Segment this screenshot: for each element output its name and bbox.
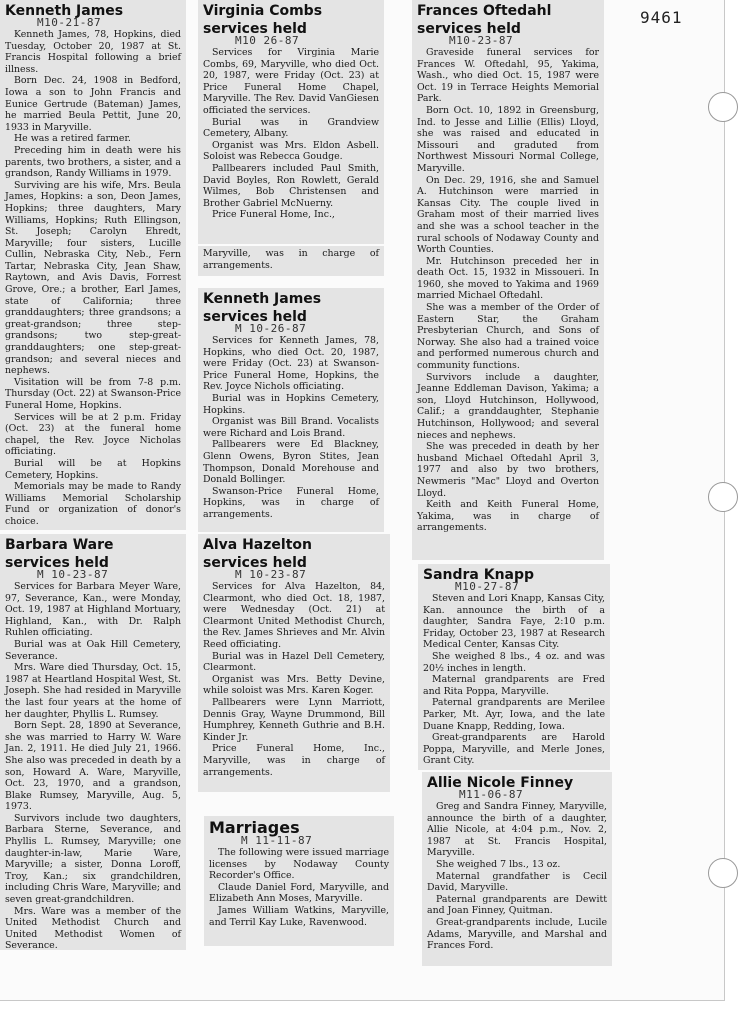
paragraph: Paternal grandparents are Dewitt and Joan Finney, Quitman. (427, 893, 607, 917)
obituary-virginia-combs-continued (198, 246, 384, 276)
clip-title: Marriages (209, 818, 300, 837)
handwritten-date: M10-27-87 (455, 580, 520, 593)
paragraph: Services for Alva Hazelton, 84, Clearmont, who died Oct. 18, 1987, were Wednesday (Oct. 21) at Clearmont United Methodist Church, the Rev. James Shrieves and Mr. Alvin Reed officiating. (203, 581, 385, 650)
clip-title: Kenneth James (5, 3, 124, 19)
paragraph: Maternal grandfather is Cecil David, Maryville. (427, 870, 607, 894)
handwritten-date: M 10-23-87 (37, 568, 109, 581)
paragraph: Preceding him in death were his parents, two brothers, a sister, and a grandson, Randy Williams in 1979. (5, 144, 181, 180)
paragraph: Claude Daniel Ford, Maryville, and Elizabeth Ann Moses, Maryville. (209, 881, 389, 905)
paragraph: She was a member of the Order of Eastern Star, the Graham Presbyterian Church, and Sons of Norway. She also had a trained voice and performed numerous church and community functions. (417, 302, 599, 372)
clip-title: Allie Nicole Finney (427, 775, 574, 791)
birth-sandra-knapp (418, 564, 610, 770)
paragraph: Price Funeral Home, Inc., (212, 209, 335, 221)
paragraph: Visitation will be from 7-8 p.m. Thursday (Oct. 22) at Swanson-Price Funeral Home, Hopkins. (5, 376, 181, 411)
clip-subtitle: services held (203, 21, 307, 37)
paragraph: Services for Virginia Marie Combs, 69, Maryville, who died Oct. 20, 1987, were Friday (Oct. 23) at Price Funeral Home Chapel, Maryville. The Rev. David VanGiesen officiated the services. (203, 47, 379, 116)
paragraph: Survivors include two daughters, Barbara Sterne, Severance, and Phyllis L. Rumsey, Maryville; one daughter-in-law, Marie Ware, Maryville; a sister, Donna Loroff, Troy, Kan.; six grandchildren, including Chris Ware, Maryville; and seven great-grandchildren. (5, 812, 181, 906)
paragraph: Born Dec. 24, 1908 in Bedford, Iowa a son to John Francis and Eunice Gertrude (Bateman) James, he married Beula Pettit, June 20, 1933 in Maryville. (5, 75, 181, 133)
handwritten-date: M10-21-87 (37, 16, 102, 29)
paragraph: Survivors include a daughter, Jeanne Eddleman Davison, Yakima; a son, Lloyd Hutchinson, Hollywood, Calif.; a granddaughter, Stephanie Hutchinson, Hollywood; and several nieces and nephews. (417, 371, 599, 441)
paragraph: Greg and Sandra Finney, Maryville, announce the birth of a daughter, Allie Nicole, at 4:04 p.m., Nov. 2, 1987 at St. Francis Hospital, Maryville. (427, 801, 607, 859)
paragraph: Pallbearers were Ed Blackney, Glenn Owens, Byron Stites, Jean Thompson, Donald Morehouse and Donald Bollinger. (203, 439, 379, 486)
paragraph: Great-grandparents include, Lucile Adams, Maryville, and Marshal and Frances Ford. (427, 916, 607, 952)
paragraph: Services for Kenneth James, 78, Hopkins, who died Oct. 20, 1987, were Friday (Oct. 23) at Swanson-Price Funeral Home, Hopkins, the Rev. Joyce Nichols officiating. (203, 335, 379, 393)
clip-subtitle: services held (417, 21, 521, 37)
paragraph: Services for Barbara Meyer Ware, 97, Severance, Kan., were Monday, Oct. 19, 1987 at Highland Mortuary, Highland, Kan., with Dr. Ralph Ruhlen officiating. (5, 581, 181, 639)
paragraph: James William Watkins, Maryville, and Terril Kay Luke, Ravenwood. (209, 904, 389, 928)
paragraph: She weighed 8 lbs., 4 oz. and was 20½ inches in length. (423, 650, 605, 674)
handwritten-date: M 10-23-87 (235, 568, 307, 581)
handwritten-date: M10 26-87 (235, 34, 300, 47)
clip-title: Virginia Combs (203, 3, 323, 19)
paragraph: Kenneth James, 78, Hopkins, died Tuesday, October 20, 1987 at St. Francis Hospital following a brief illness. (5, 29, 181, 75)
paragraph: Organist was Mrs. Eldon Asbell. Soloist was Rebecca Goudge. (203, 139, 379, 163)
paragraph: Graveside funeral services for Frances W. Oftedahl, 95, Yakima, Wash., who died Oct. 15, 1987 were Oct. 19 in Terrace Heights Memorial Park. (417, 47, 599, 105)
binder-hole (708, 482, 738, 512)
paragraph: Burial was in Hopkins Cemetery, Hopkins. (203, 392, 379, 416)
clip-title: Kenneth James (203, 291, 322, 307)
clip-title: Sandra Knapp (423, 567, 535, 583)
paragraph: Burial will be at Hopkins Cemetery, Hopkins. (5, 457, 181, 481)
paragraph: Memorials may be made to Randy Williams Memorial Scholarship Fund or organization of donor's choice. (5, 481, 181, 527)
paragraph: Keith and Keith Funeral Home, Yakima, was in charge of arrangements. (417, 499, 599, 534)
paragraph: Price Funeral Home, Inc., Maryville, was in charge of arrangements. (203, 743, 385, 778)
clip-subtitle: services held (5, 555, 109, 571)
paragraph: Mrs. Ware was a member of the United Methodist Church and United Methodist Women of Severance. (5, 905, 181, 950)
paragraph: Burial was at Oak Hill Cemetery, Severance. (5, 638, 181, 662)
paragraph: Maternal grandparents are Fred and Rita Poppa, Maryville. (423, 674, 605, 697)
paragraph: Burial was in Hazel Dell Cemetery, Clearmont. (203, 650, 385, 674)
handwritten-date: M11-06-87 (459, 788, 524, 801)
binder-hole (708, 92, 738, 122)
obituary-alva-hazelton (198, 534, 390, 792)
paragraph: Burial was in Grandview Cemetery, Albany. (203, 116, 379, 140)
paragraph: The following were issued marriage licenses by Nodaway County Recorder's Office. (209, 847, 389, 882)
paragraph: She weighed 7 lbs., 13 oz. (436, 858, 561, 870)
paragraph: Surviving are his wife, Mrs. Beula James, Hopkins: a son, Deon James, Hopkins; three daughters, Mary Williams, Hopkins; Ruth Ellingson, St. Joseph; Carolyn Ehredt, Maryville; four sisters, Lucille Cullin, Nebraska City, Neb., Fern Tartar, Nebraska City, Jean Shaw, Raytown, and Avis Davis, Forrest Grove, Ore.; a brother, Earl James, state of California; three granddaughters; three grandsons; a great-grandson; three step-grandsons; two step-great-granddaughters; one step-great-grandson; and several nieces and nephews. (5, 179, 181, 377)
clip-subtitle: services held (203, 309, 307, 325)
clip-subtitle: services held (203, 555, 307, 571)
paragraph: Maryville, was in charge of arrangements. (203, 248, 379, 271)
paragraph: Organist was Bill Brand. Vocalists were Richard and Lois Brand. (203, 416, 379, 439)
handwritten-date: M 11-11-87 (241, 834, 313, 847)
paragraph: Great-grandparents are Harold Poppa, Maryville, and Merle Jones, Grant City. (423, 732, 605, 767)
paragraph: On Dec. 29, 1916, she and Samuel A. Hutchinson were married in Kansas City. The couple lived in Graham most of their married lives and she was a school teacher in the rural schools of Nodaway County and Worth Counties. (417, 174, 599, 256)
paragraph: Pallbearers were Lynn Marriott, Dennis Gray, Wayne Drummond, Bill Humphrey, Kenneth Guthrie and B.H. Kinder Jr. (203, 696, 385, 743)
binder-hole (708, 858, 738, 888)
obituary-frances-oftedahl (412, 0, 604, 560)
obituary-virginia-combs (198, 0, 384, 244)
paragraph: Steven and Lori Knapp, Kansas City, Kan. announce the birth of a daughter, Sandra Faye, 2:10 p.m. Friday, October 23, 1987 at Research Medical Center, Kansas City. (423, 593, 605, 651)
paragraph: Paternal grandparents are Merilee Parker, Mt. Ayr, Iowa, and the late Duane Knapp, Redding, Iowa. (423, 697, 605, 732)
marriages-notice (204, 816, 394, 946)
paragraph: Pallbearers included Paul Smith, David Boyles, Ron Rowlett, Gerald Wilmes, Bob Christensen and Brother Gabriel McNuerny. (203, 162, 379, 209)
page-number-stamp: 9461 (640, 8, 683, 27)
paragraph: Born Sept. 28, 1890 at Severance, she was married to Harry W. Ware Jan. 2, 1911. He died July 21, 1966. She also was preceded in death by a son, Howard A. Ware, Maryville, Oct. 23, 1970, and a grandson, Blake Rumsey, Maryville, Aug. 5, 1973. (5, 720, 181, 813)
obituary-kenneth-james (0, 0, 186, 530)
clip-title: Frances Oftedahl (417, 3, 552, 19)
clip-title: Barbara Ware (5, 537, 114, 553)
clip-title: Alva Hazelton (203, 537, 312, 553)
handwritten-date: M10-23-87 (449, 34, 514, 47)
paragraph: Mrs. Ware died Thursday, Oct. 15, 1987 at Heartland Hospital West, St. Joseph. She had resided in Maryville the last four years at the home of her daughter, Phyllis L. Rumsey. (5, 662, 181, 720)
paragraph: Mr. Hutchinson preceded her in death Oct. 15, 1932 in Missoueri. In 1960, she moved to Yakima and 1969 married Michael Oftedahl. (417, 255, 599, 302)
paragraph: She was preceded in death by her husband Michael Oftedahl April 3, 1977 and also by two brothers, Newmeris "Mac" Lloyd and Overton Lloyd. (417, 441, 599, 499)
obituary-kenneth-james-services (198, 288, 384, 532)
paragraph: Born Oct. 10, 1892 in Greensburg, Ind. to Jesse and Lillie (Ellis) Lloyd, she was raised and educated in Missouri and graduted from Northwest Missouri Normal College, Maryville. (417, 104, 599, 174)
obituary-barbara-ware (0, 534, 186, 950)
paragraph: Organist was Mrs. Betty Devine, while soloist was Mrs. Karen Koger. (203, 673, 385, 697)
handwritten-date: M 10-26-87 (235, 322, 307, 335)
birth-allie-nicole-finney (422, 772, 612, 966)
paragraph: Services will be at 2 p.m. Friday (Oct. 23) at the funeral home chapel, the Rev. Joyce Nicholas officiating. (5, 411, 181, 458)
paragraph: Swanson-Price Funeral Home, Hopkins, was in charge of arrangements. (203, 485, 379, 520)
paragraph: He was a retired farmer. (14, 133, 131, 145)
